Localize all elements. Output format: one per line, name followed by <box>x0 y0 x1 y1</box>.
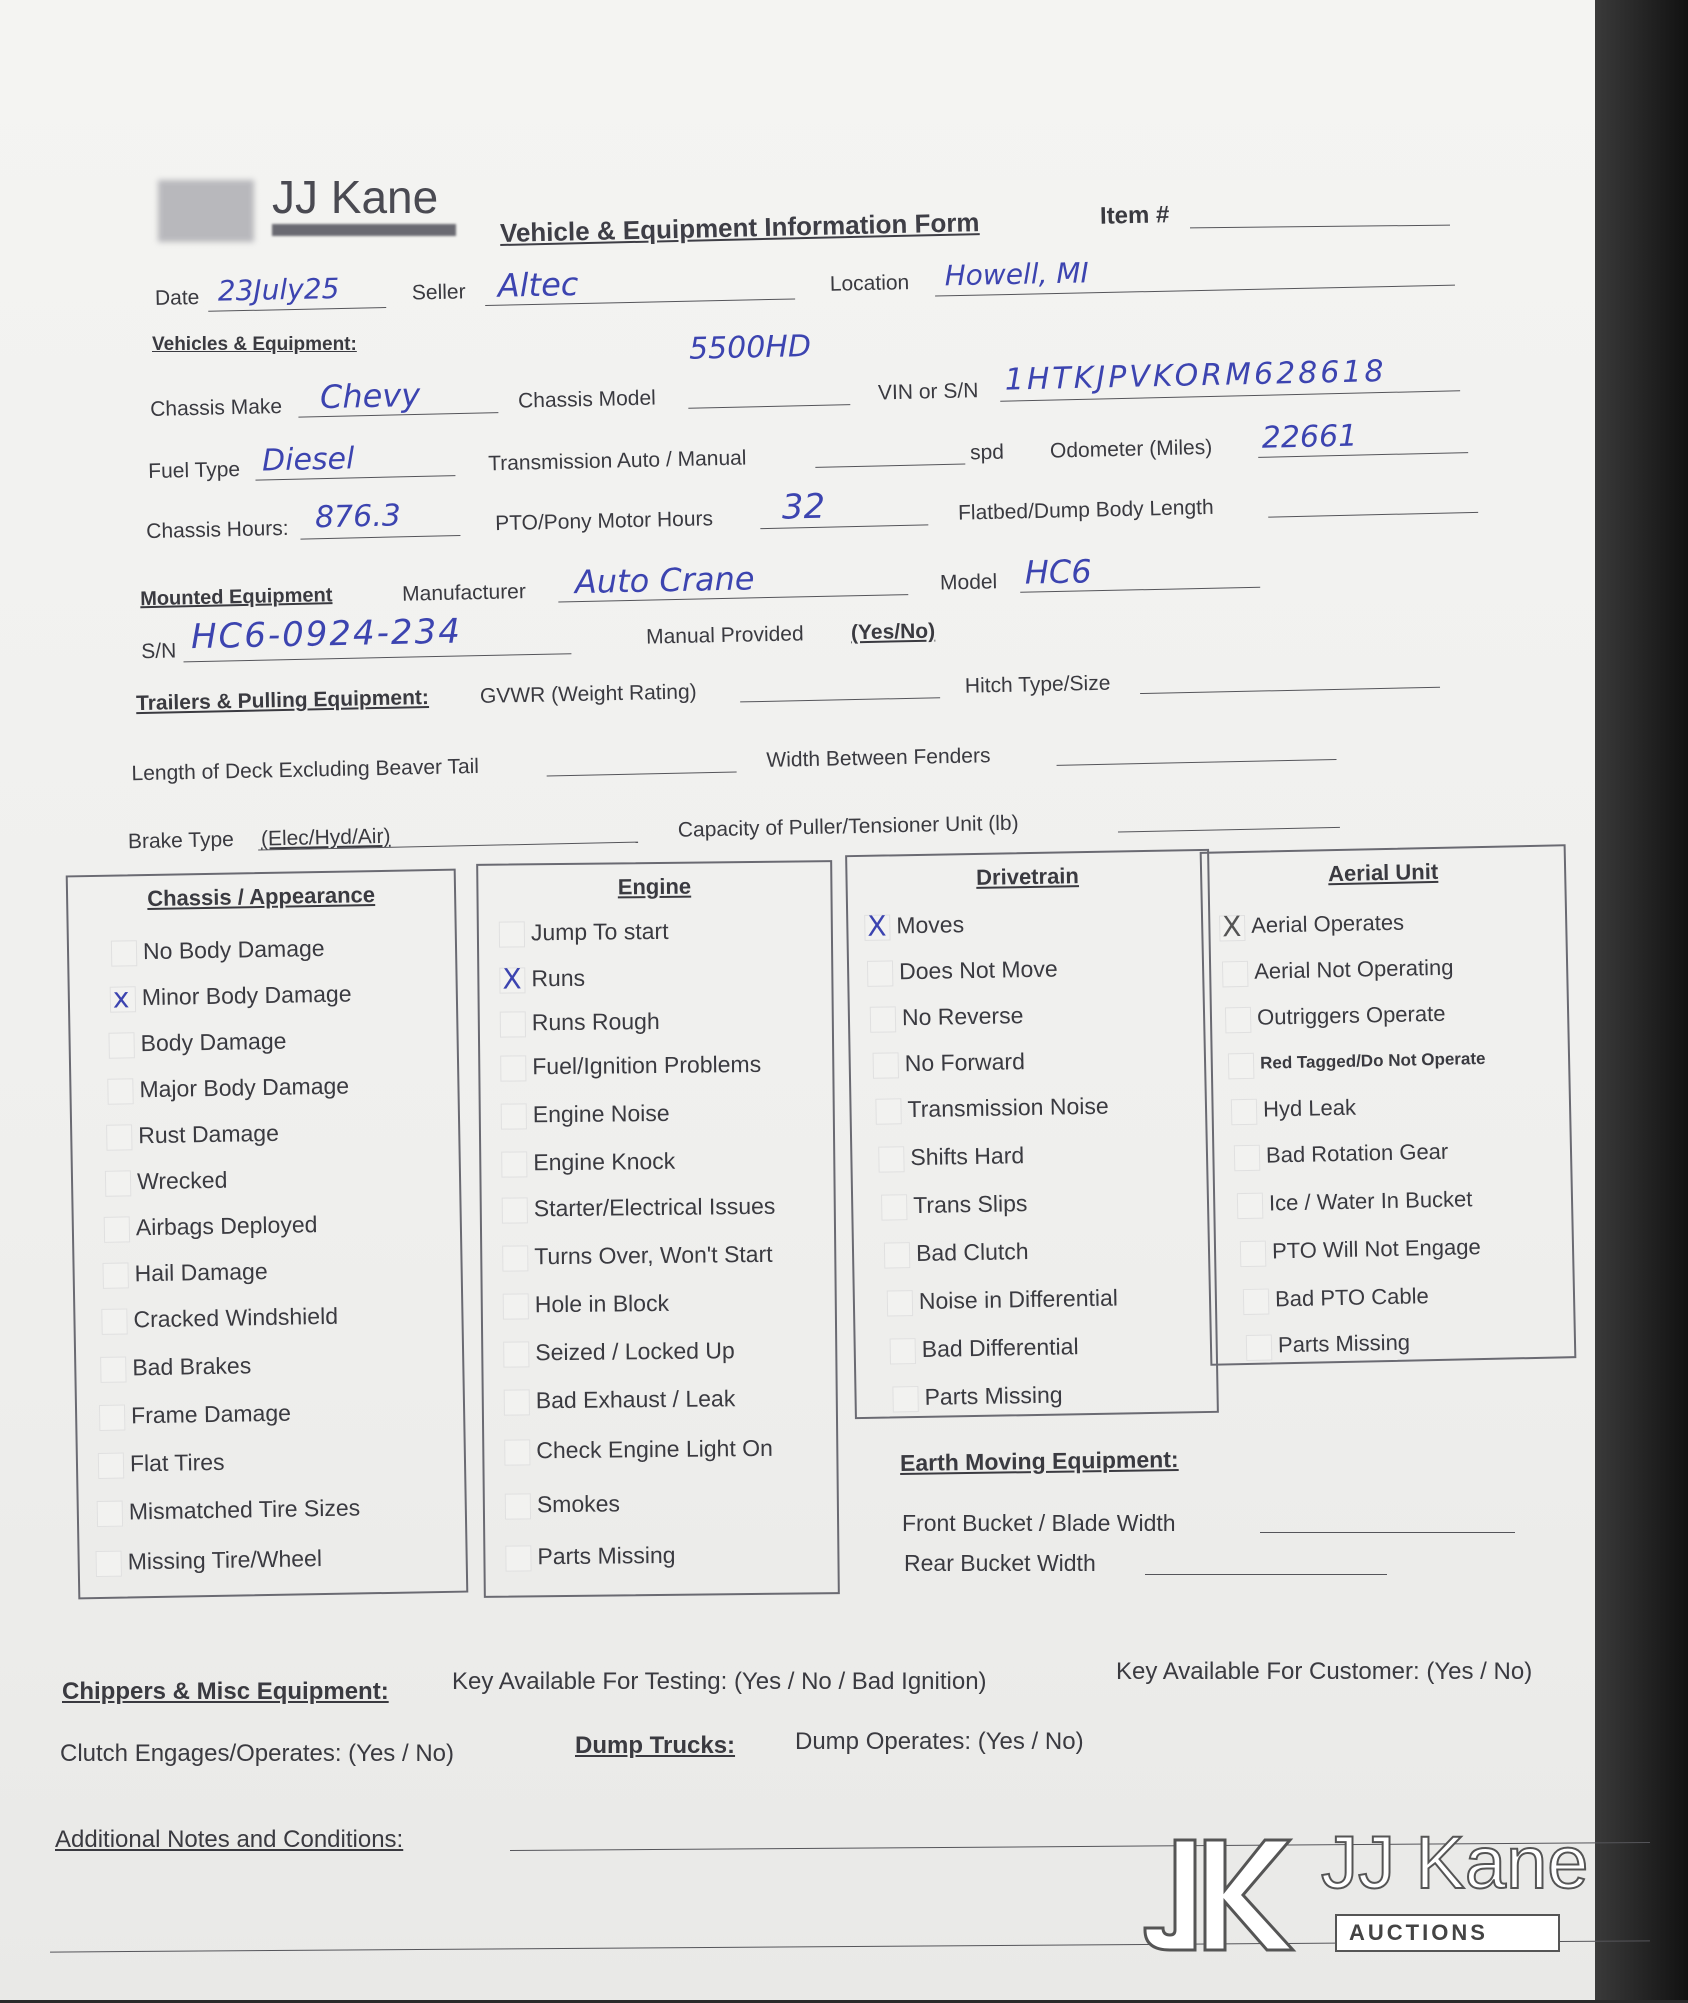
seller-value[interactable]: Altec <box>497 265 579 305</box>
engine-box-title: Engine <box>617 873 692 900</box>
odometer-value[interactable]: 22661 <box>1261 418 1358 456</box>
checkbox-item[interactable] <box>872 1231 1233 1277</box>
flatbed-label: Flatbed/Dump Body Length <box>957 495 1214 525</box>
check-mark: X <box>502 962 522 996</box>
sn-label: S/N <box>141 639 177 664</box>
front-bucket-line <box>1260 1532 1515 1533</box>
checkbox[interactable] <box>100 1356 126 1382</box>
model-value[interactable]: HC6 <box>1024 552 1092 592</box>
deck-label: Length of Deck Excluding Beaver Tail <box>131 754 480 786</box>
checkbox[interactable] <box>1225 1007 1252 1034</box>
checkbox[interactable] <box>504 1439 530 1465</box>
hitch-label: Hitch Type/Size <box>964 671 1111 698</box>
pto-value[interactable]: 32 <box>781 486 826 528</box>
chassis-hours-label: Chassis Hours: <box>146 516 289 544</box>
checkbox[interactable] <box>1240 1241 1267 1268</box>
drivetrain-box-title: Drivetrain <box>975 863 1080 890</box>
checkbox-item[interactable] <box>877 1326 1238 1372</box>
trailers-section: Trailers & Pulling Equipment: <box>135 685 430 716</box>
checkbox-item[interactable] <box>880 1374 1241 1420</box>
checkbox-label: Parts Missing <box>537 1541 676 1570</box>
checkbox-label: Airbags Deployed <box>135 1211 318 1241</box>
checkbox-item[interactable] <box>88 1344 475 1391</box>
checkbox-item[interactable] <box>95 1066 482 1113</box>
checkbox-item[interactable] <box>98 974 485 1021</box>
fenders-label: Width Between Fenders <box>766 744 991 772</box>
checkbox[interactable] <box>1243 1289 1270 1316</box>
checkbox-label: Runs <box>531 964 586 992</box>
checkbox-item[interactable] <box>488 1046 840 1090</box>
model-label: Model <box>939 570 998 595</box>
watermark <box>1125 1820 1645 1960</box>
checkbox[interactable] <box>98 1453 124 1479</box>
checkbox-item[interactable] <box>1216 1040 1579 1088</box>
checkbox-item[interactable] <box>489 1094 841 1138</box>
checkbox-label: Engine Noise <box>532 1099 670 1128</box>
checkbox-label: Aerial Operates <box>1250 909 1405 938</box>
checkbox[interactable] <box>503 1341 529 1367</box>
hitch-line <box>1140 687 1440 694</box>
checkbox[interactable] <box>1231 1099 1258 1126</box>
checkbox-label: Major Body Damage <box>139 1072 350 1103</box>
watermark-logo-icon <box>1125 1820 1305 1960</box>
checkbox-label: Does Not Move <box>898 955 1058 985</box>
seller-label: Seller <box>411 280 466 305</box>
location-value[interactable]: Howell, MI <box>944 256 1090 293</box>
checkbox[interactable] <box>890 1338 916 1364</box>
checkbox-item[interactable] <box>96 1020 483 1067</box>
manufacturer-label: Manufacturer <box>401 580 527 606</box>
clutch-engages: Clutch Engages/Operates: (Yes / No) <box>60 1740 454 1767</box>
checkbox[interactable] <box>501 1103 527 1129</box>
checkbox-item[interactable] <box>488 1002 840 1046</box>
checkbox-item[interactable] <box>491 1284 843 1328</box>
checkbox[interactable] <box>502 1197 528 1223</box>
checkbox-item[interactable] <box>875 1278 1236 1324</box>
checkbox-label: Bad Rotation Gear <box>1265 1138 1449 1168</box>
checkbox-item[interactable] <box>1222 1132 1585 1180</box>
checkbox-label: Bad Brakes <box>132 1352 252 1381</box>
checkbox[interactable] <box>501 1151 527 1177</box>
checkbox[interactable] <box>1246 1334 1273 1361</box>
brake-options: (Elec/Hyd/Air) <box>260 824 391 851</box>
checkbox-item[interactable] <box>1231 1276 1594 1324</box>
checkbox[interactable] <box>870 1006 896 1032</box>
checkbox-item[interactable] <box>490 1188 842 1232</box>
checkbox-item[interactable] <box>492 1430 844 1474</box>
watermark-sub: AUCTIONS <box>1335 1914 1560 1952</box>
checkbox-item[interactable] <box>83 1539 470 1586</box>
aerial-box <box>1200 844 1577 1366</box>
checkbox-label: Shifts Hard <box>910 1142 1025 1171</box>
chassis-hours-value[interactable]: 876.3 <box>314 498 402 536</box>
key-customer: Key Available For Customer: (Yes / No) <box>1116 1658 1533 1685</box>
gvwr-line <box>740 697 940 702</box>
checkbox-label: Fuel/Ignition Problems <box>532 1050 762 1080</box>
checkbox-item[interactable] <box>85 1488 472 1535</box>
capacity-label: Capacity of Puller/Tensioner Unit (lb) <box>677 811 1019 842</box>
checkbox-label: Bad Exhaust / Leak <box>535 1385 736 1414</box>
checkbox[interactable] <box>884 1242 910 1268</box>
checkbox-label: Runs Rough <box>531 1007 660 1036</box>
mounted-section: Mounted Equipment <box>139 584 333 611</box>
checkbox-label: Bad Differential <box>921 1333 1079 1362</box>
checkbox-item[interactable] <box>492 1380 844 1424</box>
checkbox-label: Smokes <box>536 1490 621 1518</box>
checkbox-label: Parts Missing <box>924 1381 1063 1410</box>
checkbox-item[interactable] <box>1225 1180 1588 1228</box>
checkbox-label: Hole in Block <box>534 1289 670 1318</box>
checkbox[interactable] <box>108 1032 134 1058</box>
checkbox-label: Parts Missing <box>1277 1329 1411 1358</box>
front-bucket-label: Front Bucket / Blade Width <box>902 1510 1176 1536</box>
checkbox-item[interactable] <box>855 949 1216 995</box>
checkbox-label: Check Engine Light On <box>536 1434 773 1464</box>
aerial-box-title: Aerial Unit <box>1327 858 1439 887</box>
chassis-make-value[interactable]: Chevy <box>319 375 421 417</box>
checkbox[interactable] <box>1237 1193 1264 1220</box>
checkbox-item[interactable] <box>89 1296 476 1343</box>
checkbox-label: Bad Clutch <box>915 1238 1029 1267</box>
checkbox-label: Seized / Locked Up <box>535 1337 735 1366</box>
checkbox-label: Rust Damage <box>138 1119 280 1149</box>
checkbox[interactable] <box>105 1170 131 1196</box>
checkbox-item[interactable] <box>493 1484 845 1528</box>
checkbox[interactable] <box>499 921 525 947</box>
chassis-model-value[interactable]: 5500HD <box>688 328 812 367</box>
brake-label: Brake Type <box>127 828 235 854</box>
checkbox-item[interactable] <box>869 1183 1230 1229</box>
checkbox-label: Ice / Water In Bucket <box>1268 1186 1473 1216</box>
checkbox-label: No Reverse <box>901 1002 1024 1031</box>
checkbox[interactable] <box>500 1055 526 1081</box>
checkbox-label: Starter/Electrical Issues <box>533 1192 776 1222</box>
checkbox[interactable] <box>502 1245 528 1271</box>
checkbox[interactable] <box>881 1194 907 1220</box>
checkbox[interactable] <box>102 1262 128 1288</box>
fuel-value[interactable]: Diesel <box>261 441 355 479</box>
checkbox-label: Hail Damage <box>134 1257 268 1287</box>
dump-section: Dump Trucks: <box>575 1732 736 1759</box>
checkbox[interactable] <box>887 1290 913 1316</box>
checkbox-label: Jump To start <box>530 917 669 946</box>
gvwr-label: GVWR (Weight Rating) <box>479 680 697 708</box>
chassis-appearance-box <box>66 869 469 1600</box>
checkbox-item[interactable] <box>866 1135 1227 1181</box>
fenders-line <box>1057 759 1337 766</box>
checkbox-label: Cracked Windshield <box>133 1302 339 1333</box>
checkbox-item[interactable] <box>487 958 839 1002</box>
checkbox-item[interactable] <box>863 1087 1224 1133</box>
checkbox[interactable] <box>878 1146 904 1172</box>
checkbox-label: Frame Damage <box>130 1399 292 1429</box>
checkbox[interactable] <box>1222 961 1249 988</box>
notes-label: Additional Notes and Conditions: <box>55 1826 404 1853</box>
chassis-make-label: Chassis Make <box>149 395 283 421</box>
checkbox-item[interactable] <box>1234 1322 1597 1370</box>
vehicles-section: Vehicles & Equipment: <box>152 334 357 355</box>
checkbox[interactable] <box>99 1405 125 1431</box>
checkbox-label: Trans Slips <box>912 1190 1028 1219</box>
spd-label: spd <box>969 440 1005 465</box>
checkbox-item[interactable] <box>489 1142 841 1186</box>
checkbox[interactable] <box>499 962 525 996</box>
manufacturer-value[interactable]: Auto Crane <box>574 559 755 602</box>
checkbox[interactable] <box>867 960 893 986</box>
checkbox-item[interactable] <box>90 1250 477 1297</box>
checkbox-label: Flat Tires <box>129 1448 225 1477</box>
checkbox-item[interactable] <box>99 928 486 975</box>
checkbox-item[interactable] <box>487 912 839 956</box>
checkbox-item[interactable] <box>1228 1228 1591 1276</box>
checkbox-item[interactable] <box>1213 994 1576 1042</box>
check-mark: X <box>1221 910 1242 944</box>
pto-label: PTO/Pony Motor Hours <box>494 507 714 536</box>
manual-label: Manual Provided <box>645 622 804 649</box>
checkbox[interactable] <box>504 1389 530 1415</box>
capacity-line <box>1118 827 1340 833</box>
checkbox[interactable] <box>101 1308 127 1334</box>
checkbox-label: Wrecked <box>136 1166 228 1195</box>
odometer-label: Odometer (Miles) <box>1049 435 1213 463</box>
checkbox[interactable] <box>1228 1053 1255 1080</box>
checkbox-label: Transmission Noise <box>907 1092 1109 1123</box>
checkbox[interactable] <box>97 1501 123 1527</box>
checkbox-label: No Forward <box>904 1048 1026 1077</box>
key-testing: Key Available For Testing: (Yes / No / Bad Ignition) <box>452 1668 987 1695</box>
checkbox-label: Missing Tire/Wheel <box>127 1545 323 1575</box>
manual-options: (Yes/No) <box>850 619 936 645</box>
checkbox[interactable] <box>106 1124 132 1150</box>
checkbox-label: Moves <box>896 911 965 939</box>
rear-bucket-label: Rear Bucket Width <box>904 1550 1096 1576</box>
checkbox-item[interactable] <box>87 1392 474 1439</box>
checkbox-label: Red Tagged/Do Not Operate <box>1259 1048 1486 1073</box>
checkbox-label: Engine Knock <box>533 1147 676 1176</box>
checkbox[interactable] <box>864 909 890 943</box>
check-mark: x <box>112 981 130 1015</box>
item-label: Item # <box>1099 201 1170 230</box>
checkbox-label: Minor Body Damage <box>141 980 352 1011</box>
checkbox-item[interactable] <box>852 903 1213 949</box>
checkbox[interactable] <box>892 1386 918 1412</box>
engine-box <box>476 860 840 1598</box>
chassis-model-label: Chassis Model <box>517 386 657 413</box>
checkbox-item[interactable] <box>491 1332 843 1376</box>
dump-operates: Dump Operates: (Yes / No) <box>795 1728 1084 1755</box>
checkbox[interactable] <box>1234 1145 1261 1172</box>
checkbox[interactable] <box>104 1216 130 1242</box>
checkbox[interactable] <box>96 1551 122 1577</box>
checkbox-item[interactable] <box>86 1440 473 1487</box>
fuel-label: Fuel Type <box>148 457 241 484</box>
checkbox-label: Mismatched Tire Sizes <box>128 1494 361 1525</box>
chassis-box-title: Chassis / Appearance <box>146 882 376 912</box>
checkbox-label: No Body Damage <box>142 934 325 965</box>
checkbox[interactable] <box>111 940 137 966</box>
checkbox-label: Noise in Differential <box>918 1284 1119 1314</box>
checkbox[interactable] <box>505 1493 531 1519</box>
checkbox-item[interactable] <box>93 1158 480 1205</box>
checkbox[interactable] <box>873 1052 899 1078</box>
checkbox[interactable] <box>110 981 136 1015</box>
watermark-name: JJ Kane <box>1321 1821 1589 1904</box>
earth-section: Earth Moving Equipment: <box>899 1446 1179 1476</box>
sn-value[interactable]: HC6-0924-234 <box>190 611 463 658</box>
checkbox-item[interactable] <box>1207 902 1570 950</box>
checkbox[interactable] <box>1219 910 1246 944</box>
vin-value[interactable]: 1HTKJPVKORM628618 <box>1004 353 1387 398</box>
checkbox[interactable] <box>875 1098 901 1124</box>
chippers-section: Chippers & Misc Equipment: <box>62 1678 389 1705</box>
checkbox-item[interactable] <box>1219 1086 1582 1134</box>
checkbox-label: Body Damage <box>140 1027 287 1057</box>
logo-text: JJ Kane <box>272 171 439 223</box>
rear-bucket-line <box>1145 1574 1387 1575</box>
checkbox-label: Bad PTO Cable <box>1274 1283 1429 1312</box>
checkbox-item[interactable] <box>493 1536 845 1580</box>
checkbox-item[interactable] <box>92 1204 479 1251</box>
checkbox-item[interactable] <box>1210 948 1573 996</box>
checkbox-item[interactable] <box>858 995 1219 1041</box>
checkbox-item[interactable] <box>860 1041 1221 1087</box>
checkbox[interactable] <box>503 1293 529 1319</box>
transmission-label: Transmission Auto / Manual <box>487 446 747 476</box>
checkbox-item[interactable] <box>490 1236 842 1280</box>
checkbox[interactable] <box>500 1011 526 1037</box>
checkbox-label: Hyd Leak <box>1262 1094 1357 1122</box>
checkbox-label: Outriggers Operate <box>1256 1000 1446 1030</box>
form-title: Vehicle & Equipment Information Form <box>499 207 980 248</box>
checkbox-label: Turns Over, Won't Start <box>534 1240 773 1270</box>
deck-line <box>547 772 737 777</box>
check-mark: X <box>867 909 887 943</box>
drivetrain-box <box>845 849 1219 1419</box>
checkbox[interactable] <box>107 1078 133 1104</box>
checkbox[interactable] <box>505 1545 531 1571</box>
checkbox-label: PTO Will Not Engage <box>1271 1234 1481 1264</box>
location-label: Location <box>829 271 910 296</box>
checkbox-label: Aerial Not Operating <box>1253 954 1454 984</box>
vin-label: VIN or S/N <box>877 379 979 405</box>
checkbox-item[interactable] <box>94 1112 481 1159</box>
date-label: Date <box>154 285 200 310</box>
date-value[interactable]: 23July25 <box>217 272 340 308</box>
